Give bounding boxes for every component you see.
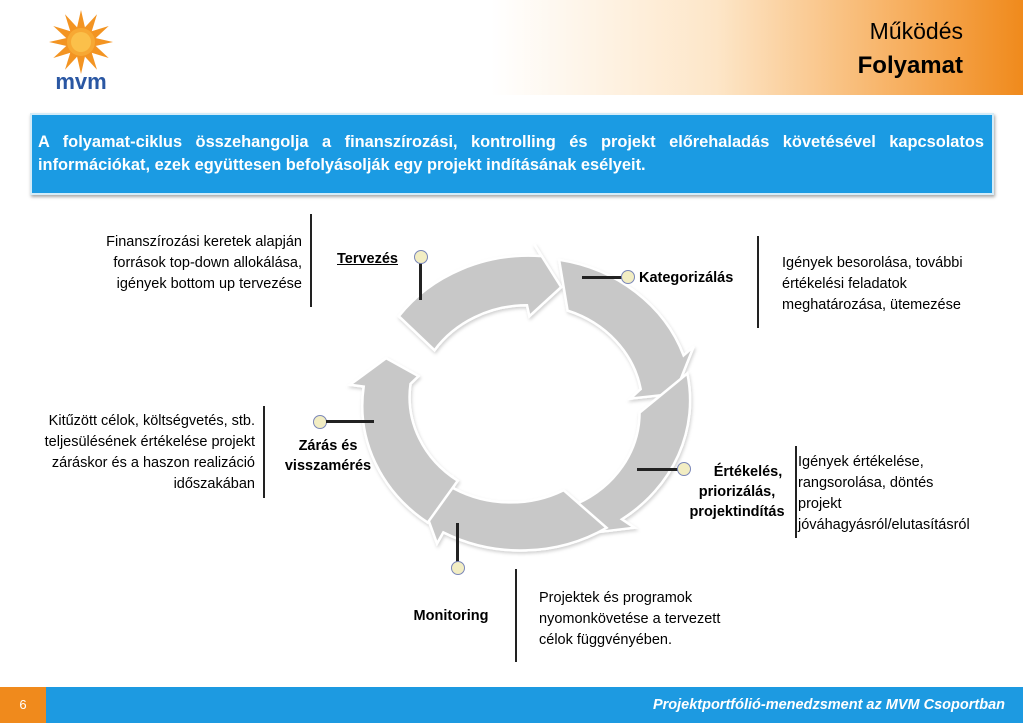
evaluation-description (798, 452, 1013, 536)
evaluation-label-line: priorizálás, (698, 484, 776, 500)
closing-connector (326, 420, 374, 423)
closing-desc-line: időszakában (173, 476, 255, 492)
categorizing-divider (757, 236, 759, 328)
evaluation-desc-line: jóváhagyásról/elutasításról (798, 517, 970, 533)
monitoring-desc-line: célok függvényében. (539, 632, 673, 648)
monitoring-label: Monitoring (413, 608, 489, 624)
slide-title: Folyamat (857, 52, 963, 79)
categorizing-label: Kategorizálás (639, 270, 734, 286)
footer-title: Projektportfólió-menedzsment az MVM Csoportban (652, 697, 1005, 713)
evaluation-label-line: projektindítás (689, 504, 785, 520)
header-band (0, 0, 1023, 95)
planning-desc-line: igények bottom up tervezése (116, 276, 302, 292)
intro-text: A folyamat-ciklus összehangolja a finanszírozási, kontrolling és projekt előrehaladás követésével kapcsolatos információkat, ezek együttesen befolyásolják egy projekt indításának esélyeit. (38, 133, 984, 174)
planning-connector (419, 262, 422, 300)
planning-description (40, 232, 302, 295)
categorizing-desc-line: Igények besorolása, további (782, 255, 963, 271)
closing-label-line: Zárás és (298, 438, 358, 454)
categorizing-description (782, 253, 1012, 316)
categorizing-node (621, 270, 635, 284)
evaluation-label-line: Értékelés, (713, 464, 783, 480)
monitoring-divider (515, 569, 517, 662)
evaluation-desc-line: rangsorolása, döntés (798, 475, 934, 491)
monitoring-desc-line: Projektek és programok (539, 590, 693, 606)
slide-supertitle: Működés (869, 18, 963, 44)
planning-label: Tervezés (337, 251, 398, 267)
mvm-logo (36, 10, 126, 92)
monitoring-desc-line: nyomonkövetése a tervezett (539, 611, 721, 627)
monitoring-connector (456, 523, 459, 563)
closing-description (4, 411, 255, 495)
categorizing-desc-line: értékelési feladatok (782, 276, 907, 292)
page-number: 6 (19, 697, 27, 712)
evaluation-desc-line: projekt (798, 496, 842, 512)
closing-desc-line: Kitűzött célok, költségvetés, stb. (48, 413, 255, 429)
closing-node (313, 415, 327, 429)
planning-node (414, 250, 428, 264)
closing-label-line: visszamérés (284, 458, 372, 474)
closing-desc-line: záráskor és a haszon realizáció (51, 455, 255, 471)
sun-icon (49, 10, 113, 74)
closing-desc-line: teljesülésének értékelése projekt (44, 434, 255, 450)
planning-desc-line: Finanszírozási keretek alapján (106, 234, 302, 250)
evaluation-label (675, 462, 799, 522)
planning-desc-line: források top-down allokálása, (113, 255, 302, 271)
evaluation-divider (795, 446, 797, 538)
logo-text: mvm (55, 69, 107, 92)
monitoring-description (539, 588, 779, 651)
closing-label (265, 436, 391, 476)
monitoring-node (451, 561, 465, 575)
categorizing-desc-line: meghatározása, ütemezése (782, 297, 961, 313)
categorizing-connector (582, 276, 626, 279)
planning-divider (310, 214, 312, 307)
evaluation-desc-line: Igények értékelése, (798, 454, 924, 470)
